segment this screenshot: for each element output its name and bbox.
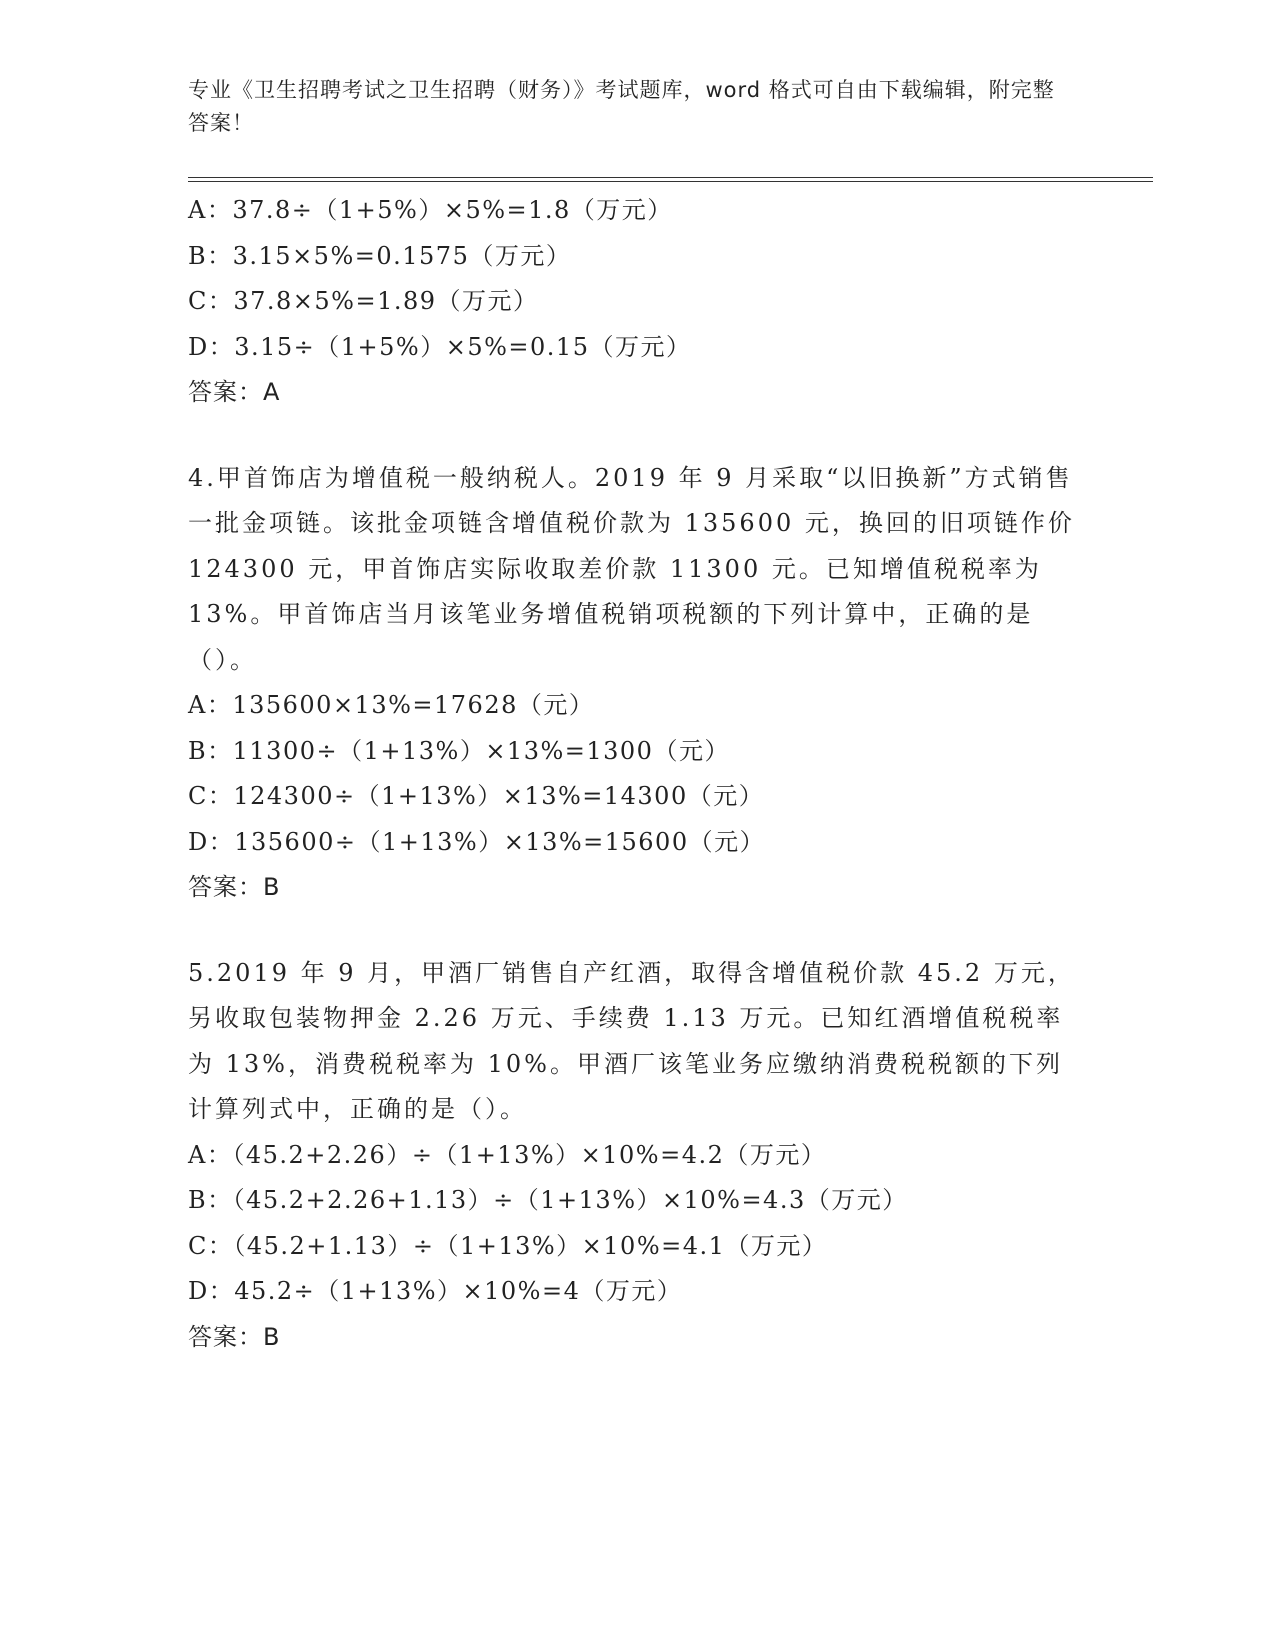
option-c: C：37.8×5%=1.89（万元） [188, 287, 539, 315]
option-a: A：（45.2+2.26）÷（1+13%）×10%=4.2（万元） [188, 1140, 827, 1169]
option-a: A：37.8÷（1+5%）×5%=1.8（万元） [188, 196, 673, 224]
answer-line: 答案：A [188, 378, 281, 406]
previous-question-block [188, 188, 1088, 416]
option-d: D：135600÷（1+13%）×13%=15600（元） [188, 827, 766, 856]
option-b: B：11300÷（1+13%）×13%=1300（元） [188, 736, 730, 765]
option-d: D：45.2÷（1+13%）×10%=4（万元） [188, 1277, 683, 1305]
question-stem: 4.甲首饰店为增值税一般纳税人。2019 年 9 月采取“以旧换新”方式销售一批金项链。该批金项链含增值税价款为 135600 元，换回的旧项链作价 124300 元，甲首饰店实际收取差价款 11300 元。已知增值税税率为 13%。甲首饰店当月该笔业务增值税销项税额的下列计算中，正确的是（）。 [188, 463, 1075, 674]
answer-line: 答案：B [188, 873, 281, 901]
option-c: C：（45.2+1.13）÷（1+13%）×10%=4.1（万元） [188, 1231, 828, 1260]
answer-line: 答案：B [188, 1322, 281, 1351]
header-divider-top [188, 177, 1153, 178]
header-divider-bottom [188, 181, 1153, 182]
option-b: B：3.15×5%=0.1575（万元） [188, 241, 572, 270]
document-header: 专业《卫生招聘考试之卫生招聘（财务）》考试题库，word 格式可自由下载编辑，附完整答案！ [188, 78, 1055, 135]
question-list [188, 188, 1088, 1360]
option-d: D：3.15÷（1+5%）×5%=0.15（万元） [188, 332, 692, 361]
option-c: C：124300÷（1+13%）×13%=14300（元） [188, 782, 765, 810]
question-4 [188, 456, 1088, 911]
option-b: B：（45.2+2.26+1.13）÷（1+13%）×10%=4.3（万元） [188, 1186, 908, 1214]
option-a: A：135600×13%=17628（元） [188, 691, 595, 719]
question-5 [188, 951, 1088, 1361]
question-stem: 5.2019 年 9 月，甲酒厂销售自产红酒，取得含增值税价款 45.2 万元，另收取包装物押金 2.26 万元、手续费 1.13 万元。已知红酒增值税税率为 13%，消费税税率为 10%。甲酒厂该笔业务应缴纳消费税税额的下列计算列式中，正确的是（）。 [188, 958, 1075, 1123]
